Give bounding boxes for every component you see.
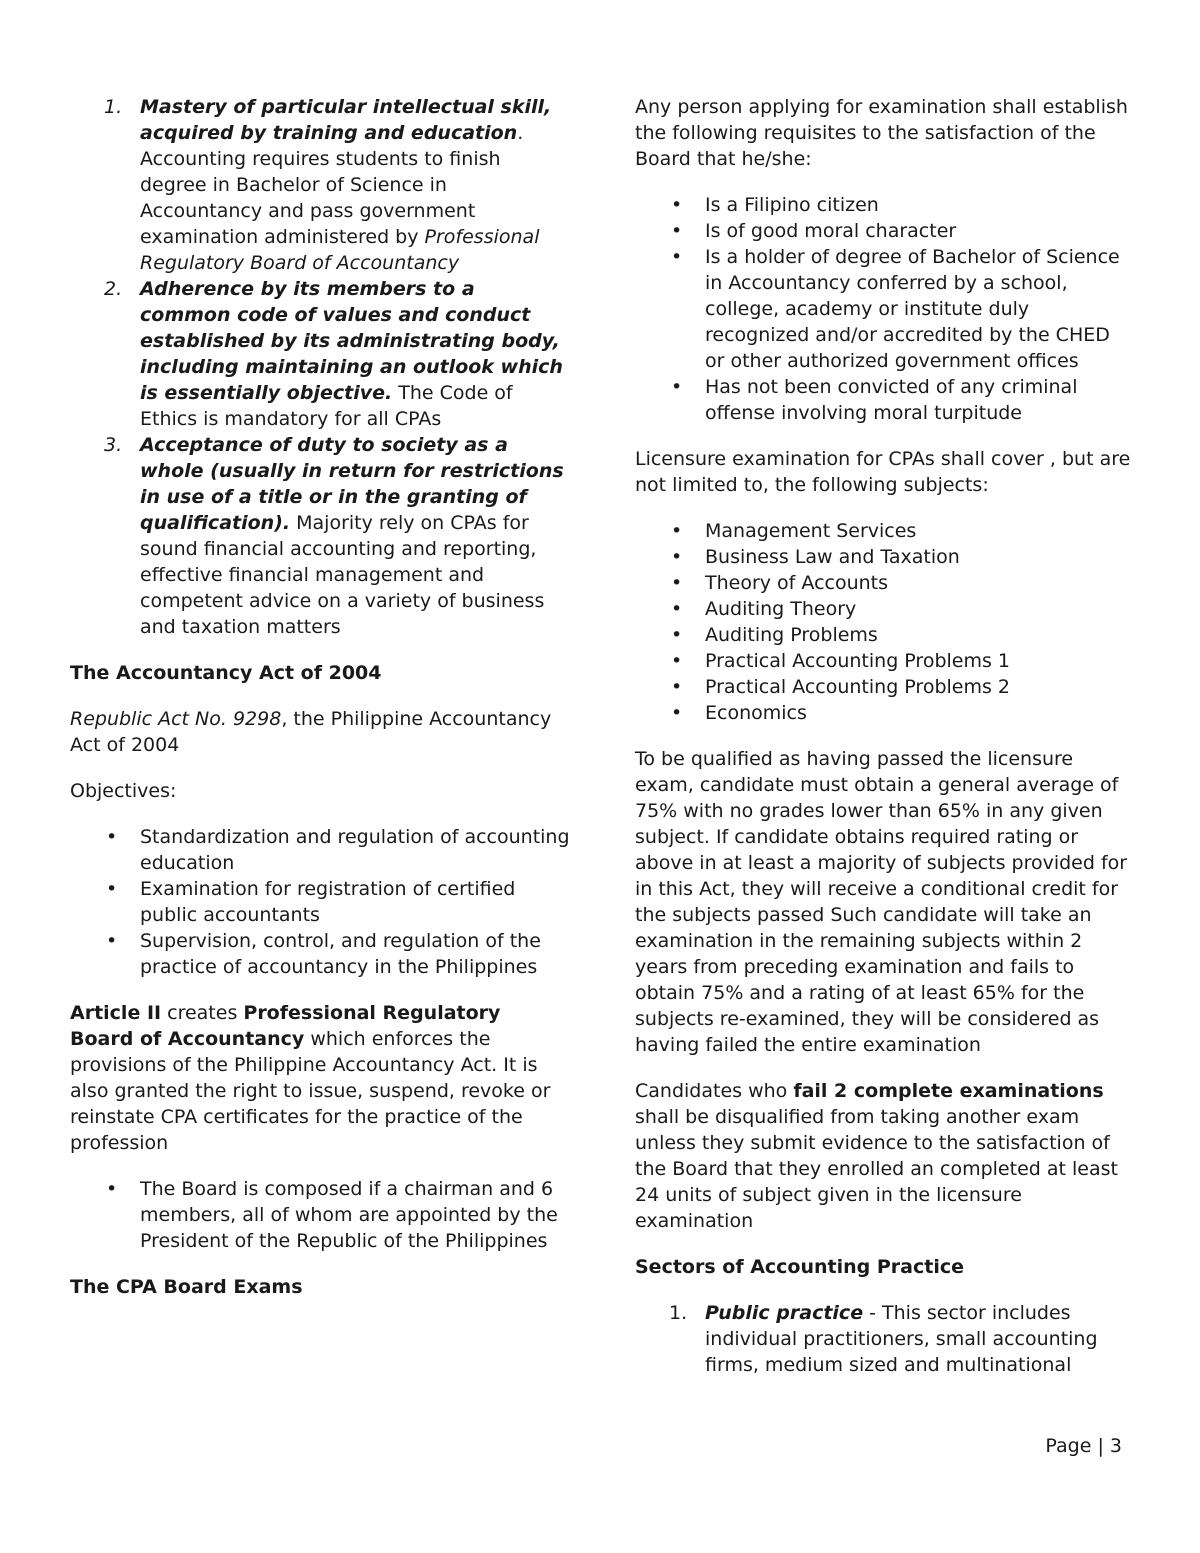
list-item: 3. Acceptance of duty to society as a whole (usually in return for restrictions in use of a title or in the granting of qualification). Majority rely on CPAs for sound financial accounting and reporting, effective financial management and competent advice on a variety of business and taxation matters [104, 434, 564, 638]
list-item: • Standardization and regulation of accounting education [140, 824, 570, 876]
list-item: • Auditing Problems [705, 622, 1135, 648]
list-item: • Examination for registration of certified public accountants [140, 876, 570, 928]
requisites-list [635, 192, 1135, 426]
right-column [635, 94, 1135, 1398]
list-item: 2. Adherence by its members to a common code of values and conduct established by its administrating body, including maintaining an outlook which is essentially objective. The Code of Ethics is mandatory for all CPAs [104, 278, 563, 430]
disqualification-paragraph: Candidates who fail 2 complete examinations shall be disqualified from taking another exam unless they submit evidence to the satisfaction of the Board that they enrolled an completed at least 24 units of subject given in the licensure examination [635, 1080, 1118, 1232]
section-heading-accountancy-act: The Accountancy Act of 2004 [70, 662, 382, 684]
article-ii-paragraph: Article II creates Professional Regulatory Board of Accountancy which enforces the provisions of the Philippine Accountancy Act. It is also granted the right to issue, suspend, revoke or reinstate CPA certificates for the practice of the profession [70, 1002, 551, 1154]
list-item: • Is a Filipino citizen [705, 192, 1135, 218]
list-item: • Economics [705, 700, 1135, 726]
objectives-label: Objectives: [70, 780, 177, 802]
sectors-list [635, 1300, 1135, 1378]
qualification-paragraph: To be qualified as having passed the licensure exam, candidate must obtain a general average of 75% with no grades lower than 65% in any given subject. If candidate obtains required rating or above in at least a majority of subjects provided for in this Act, they will receive a conditional credit for the subjects passed Such candidate will take an examination in the remaining subjects within 2 years from preceding examination and fails to obtain 75% and a rating of at least 65% for the subjects re-examined, they will be considered as having failed the entire examination [635, 748, 1128, 1056]
list-item: • Practical Accounting Problems 2 [705, 674, 1135, 700]
left-column [70, 94, 570, 1320]
list-item: 1. Public practice - This sector includes individual practitioners, small accounting firms, medium sized and multinational [669, 1302, 1098, 1376]
profession-characteristics-list [70, 94, 570, 640]
subjects-intro: Licensure examination for CPAs shall cover , but are not limited to, the following subjects: [635, 448, 1131, 496]
republic-act-paragraph: Republic Act No. 9298, the Philippine Accountancy Act of 2004 [70, 708, 552, 756]
board-composition-list [70, 1176, 570, 1254]
section-heading-sectors: Sectors of Accounting Practice [635, 1256, 964, 1278]
subjects-list [635, 518, 1135, 726]
page-number-footer: Page | 3 [1045, 1435, 1122, 1457]
list-item: • Is a holder of degree of Bachelor of Science in Accountancy conferred by a school, college, academy or institute duly recognized and/or accredited by the CHED or other authorized government offices [705, 244, 1135, 374]
list-item: • Is of good moral character [705, 218, 1135, 244]
list-item: • Has not been convicted of any criminal offense involving moral turpitude [705, 374, 1135, 426]
section-heading-cpa-board-exams: The CPA Board Exams [70, 1276, 303, 1298]
list-item: • Business Law and Taxation [705, 544, 1135, 570]
list-item: 1. Mastery of particular intellectual skill, acquired by training and education. Accounting requires students to finish degree in Bachelor of Science in Accountancy and pass government examination administered by Professional Regulatory Board of Accountancy [104, 96, 552, 274]
requisites-intro: Any person applying for examination shall establish the following requisites to the satisfaction of the Board that he/she: [635, 96, 1128, 170]
list-item: • Theory of Accounts [705, 570, 1135, 596]
list-item: • The Board is composed if a chairman and 6 members, all of whom are appointed by the President of the Republic of the Philippines [140, 1176, 570, 1254]
objectives-list [70, 824, 570, 980]
list-item: • Practical Accounting Problems 1 [705, 648, 1135, 674]
list-item: • Management Services [705, 518, 1135, 544]
list-item: • Auditing Theory [705, 596, 1135, 622]
list-item: • Supervision, control, and regulation of the practice of accountancy in the Philippines [140, 928, 570, 980]
